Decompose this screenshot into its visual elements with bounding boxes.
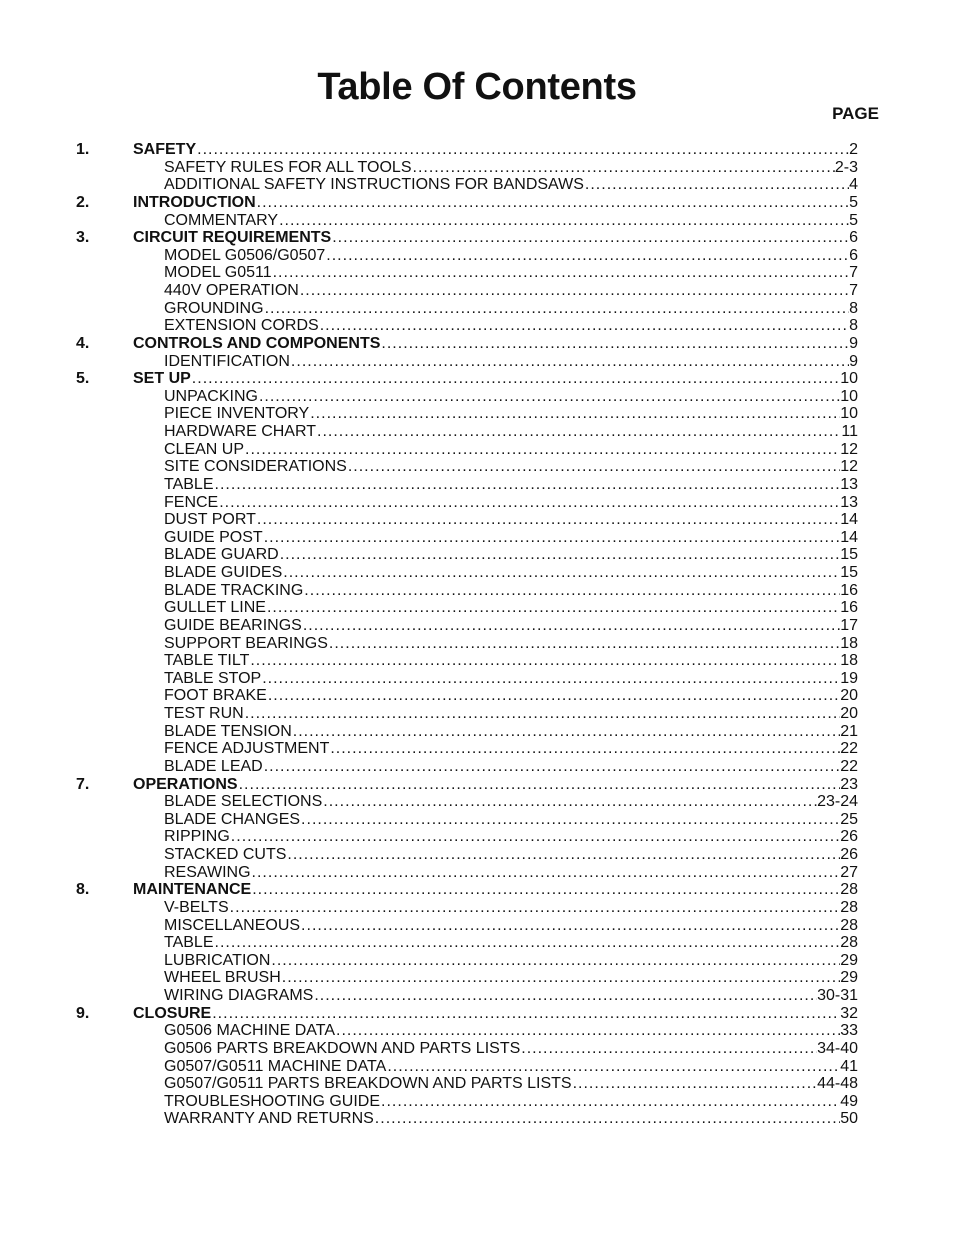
page-number: 8 (849, 299, 858, 317)
page-number: 41 (840, 1057, 858, 1075)
toc-section-row[interactable] (76, 335, 858, 353)
dot-leader (244, 705, 840, 723)
toc-subsection-row[interactable] (76, 1040, 858, 1058)
page-number: 30-31 (817, 987, 858, 1004)
entry-label: CLOSURE (133, 1004, 212, 1022)
page-number: 4 (849, 176, 858, 194)
page-number: 6 (849, 229, 858, 247)
toc-entry (164, 317, 858, 335)
toc-subsection-row[interactable] (76, 1022, 858, 1040)
page-number: 13 (840, 475, 858, 493)
toc-subsection-row[interactable] (76, 529, 858, 547)
entry-label: BLADE GUIDES (164, 564, 283, 581)
page-number: 15 (840, 564, 858, 581)
entry-label: WARRANTY AND RETURNS (164, 1110, 374, 1128)
page-number: 14 (840, 528, 858, 546)
entry-label: G0507/G0511 MACHINE DATA (164, 1057, 387, 1075)
page-number: 5 (849, 193, 858, 211)
page-number: 10 (840, 405, 858, 423)
entry-label: HARDWARE CHART (164, 423, 317, 440)
dot-leader (230, 828, 840, 846)
dot-leader (572, 1075, 818, 1093)
entry-label: TEST RUN (164, 705, 244, 722)
dot-leader (282, 564, 840, 582)
toc-subsection-row[interactable] (76, 846, 858, 864)
entry-label: GROUNDING (164, 299, 264, 317)
page-number: 6 (849, 246, 858, 264)
toc-section-row[interactable] (76, 776, 858, 794)
toc-entry (164, 511, 858, 529)
dot-leader (322, 793, 817, 811)
entry-label: SITE CONSIDERATIONS (164, 458, 347, 476)
toc-entry (164, 247, 858, 265)
page-number: 5 (849, 211, 858, 229)
toc-subsection-row[interactable] (76, 176, 858, 194)
toc-entry (164, 300, 858, 318)
entry-label: TABLE (164, 934, 214, 952)
toc-entry (164, 934, 858, 952)
entry-label: UNPACKING (164, 387, 258, 405)
dot-leader (303, 582, 840, 600)
toc-entry (164, 705, 858, 723)
toc-section-row[interactable] (76, 370, 858, 388)
toc-entry (164, 1058, 858, 1076)
page-number: 29 (840, 969, 858, 987)
dot-leader (263, 529, 841, 547)
toc-entry (164, 476, 858, 494)
dot-leader (256, 511, 840, 529)
toc-entry (164, 494, 858, 512)
toc-subsection-row[interactable] (76, 458, 858, 476)
page-number: 20 (840, 705, 858, 722)
dot-leader (331, 229, 849, 247)
toc-subsection-row[interactable] (76, 987, 858, 1005)
toc-entry (164, 793, 858, 811)
entry-label: FOOT BRAKE (164, 687, 267, 705)
page-number: 2 (849, 141, 858, 158)
toc-entry (164, 1075, 858, 1093)
section-number: 9. (76, 1004, 90, 1022)
toc-subsection-row[interactable] (76, 317, 858, 335)
entry-label: TABLE STOP (164, 669, 262, 687)
page-number: 28 (840, 934, 858, 952)
page-number: 12 (840, 440, 858, 458)
dot-leader (258, 388, 840, 406)
dot-leader (412, 159, 835, 177)
toc-entry (164, 670, 858, 688)
toc-entry (164, 441, 858, 459)
page-number: 20 (840, 687, 858, 705)
entry-label: SAFETY RULES FOR ALL TOOLS (164, 158, 412, 176)
toc-entry (133, 776, 858, 794)
toc-subsection-row[interactable] (76, 740, 858, 758)
page-number: 26 (840, 828, 858, 846)
toc-subsection-row[interactable] (76, 564, 858, 582)
entry-label: TROUBLESHOOTING GUIDE (164, 1092, 381, 1110)
toc-entry (133, 370, 858, 388)
page-number: 10 (840, 370, 858, 388)
dot-leader (249, 652, 840, 670)
toc-entry (133, 881, 858, 899)
page-number: 28 (840, 898, 858, 916)
toc-subsection-row[interactable] (76, 723, 858, 741)
entry-label: CIRCUIT REQUIREMENTS (133, 229, 332, 247)
toc-subsection-row[interactable] (76, 899, 858, 917)
entry-label: TABLE (164, 475, 214, 493)
toc-subsection-row[interactable] (76, 423, 858, 441)
page-number: 17 (840, 616, 858, 634)
toc-entry (164, 864, 858, 882)
toc-subsection-row[interactable] (76, 864, 858, 882)
page-number: 7 (849, 264, 858, 282)
toc-entry (164, 899, 858, 917)
dot-leader (279, 546, 841, 564)
dot-leader (302, 617, 840, 635)
toc-subsection-row[interactable] (76, 282, 858, 300)
toc-entry (164, 969, 858, 987)
entry-label: MODEL G0506/G0507 (164, 246, 326, 264)
page-number: 28 (840, 916, 858, 934)
page-number: 16 (840, 599, 858, 617)
dot-leader (211, 1005, 840, 1023)
dot-leader (196, 141, 849, 159)
section-number: 1. (76, 141, 90, 158)
page-number: 25 (840, 810, 858, 828)
section-number: 3. (76, 229, 90, 247)
entry-label: WIRING DIAGRAMS (164, 987, 314, 1004)
dot-leader (261, 670, 840, 688)
entry-label: IDENTIFICATION (164, 352, 290, 370)
dot-leader (263, 758, 840, 776)
toc-subsection-row[interactable] (76, 635, 858, 653)
section-number: 8. (76, 881, 90, 899)
dot-leader (214, 476, 841, 494)
page-number: 44-48 (817, 1075, 858, 1093)
toc-entry (164, 635, 858, 653)
toc-section-row[interactable] (76, 194, 858, 212)
toc-entry (133, 335, 858, 353)
dot-leader (214, 934, 841, 952)
toc-subsection-row[interactable] (76, 687, 858, 705)
toc-subsection-row[interactable] (76, 599, 858, 617)
toc-entry (164, 1040, 858, 1058)
page-number: 18 (840, 652, 858, 670)
dot-leader (251, 864, 841, 882)
section-number: 5. (76, 370, 90, 388)
entry-label: MISCELLANEOUS (164, 916, 301, 934)
toc-subsection-row[interactable] (76, 1110, 858, 1128)
entry-label: SUPPORT BEARINGS (164, 634, 328, 652)
dot-leader (328, 635, 840, 653)
dot-leader (313, 987, 817, 1005)
entry-label: BLADE CHANGES (164, 810, 301, 828)
toc-entry (164, 617, 858, 635)
entry-label: MODEL G0511 (164, 264, 272, 282)
entry-label: STACKED CUTS (164, 846, 287, 863)
dot-leader (386, 1058, 840, 1076)
page-number: 29 (840, 951, 858, 969)
toc-entry (164, 529, 858, 547)
dot-leader (299, 282, 849, 300)
entry-label: LUBRICATION (164, 951, 271, 969)
toc-entry (164, 723, 858, 741)
page-column-header: PAGE (832, 104, 879, 123)
toc-entry (164, 1110, 858, 1128)
toc-subsection-row[interactable] (76, 212, 858, 230)
page-number: 21 (840, 722, 858, 740)
dot-leader (266, 599, 840, 617)
entry-label: WHEEL BRUSH (164, 969, 281, 987)
toc-entry (164, 282, 858, 300)
dot-leader (309, 405, 840, 423)
dot-leader (319, 317, 849, 335)
toc-entry (164, 740, 858, 758)
dot-leader (347, 458, 840, 476)
toc-entry (164, 846, 858, 864)
entry-label: INTRODUCTION (133, 193, 256, 211)
toc-entry (164, 546, 858, 564)
dot-leader (286, 846, 840, 864)
dot-leader (316, 423, 841, 441)
toc-subsection-row[interactable] (76, 300, 858, 318)
dot-leader (325, 247, 849, 265)
toc-entry (164, 828, 858, 846)
toc-subsection-row[interactable] (76, 793, 858, 811)
page-number: 14 (840, 511, 858, 529)
toc-entry (164, 564, 858, 582)
entry-label: RIPPING (164, 828, 230, 846)
page-number: 34-40 (817, 1039, 858, 1057)
toc-entry (164, 264, 858, 282)
toc-subsection-row[interactable] (76, 1075, 858, 1093)
toc-section-row[interactable] (76, 881, 858, 899)
table-of-contents (76, 141, 858, 1128)
page-number: 18 (840, 634, 858, 652)
page-number: 23 (840, 775, 858, 793)
toc-entry (133, 1005, 858, 1023)
toc-subsection-row[interactable] (76, 353, 858, 371)
toc-subsection-row[interactable] (76, 247, 858, 265)
page-number: 16 (840, 581, 858, 599)
toc-subsection-row[interactable] (76, 405, 858, 423)
toc-subsection-row[interactable] (76, 670, 858, 688)
page-number: 12 (840, 458, 858, 476)
toc-subsection-row[interactable] (76, 264, 858, 282)
entry-label: EXTENSION CORDS (164, 317, 319, 335)
toc-subsection-row[interactable] (76, 758, 858, 776)
toc-entry (133, 229, 858, 247)
toc-subsection-row[interactable] (76, 652, 858, 670)
toc-entry (164, 811, 858, 829)
toc-section-row[interactable] (76, 229, 858, 247)
entry-label: G0507/G0511 PARTS BREAKDOWN AND PARTS LISTS (164, 1075, 572, 1093)
page-number: 7 (849, 282, 858, 299)
page-number: 13 (840, 493, 858, 511)
page-number: 49 (840, 1092, 858, 1110)
page-number: 27 (840, 863, 858, 881)
page-number: 10 (840, 387, 858, 405)
toc-subsection-row[interactable] (76, 705, 858, 723)
toc-entry (164, 353, 858, 371)
entry-label: CONTROLS AND COMPONENTS (133, 334, 381, 352)
toc-entry (164, 212, 858, 230)
page-number: 50 (840, 1110, 858, 1128)
toc-subsection-row[interactable] (76, 476, 858, 494)
dot-leader (191, 370, 840, 388)
dot-leader (270, 952, 840, 970)
dot-leader (278, 212, 849, 230)
page-number: 32 (840, 1004, 858, 1022)
toc-entry (164, 599, 858, 617)
page-number: 9 (849, 334, 858, 352)
entry-label: BLADE LEAD (164, 757, 263, 775)
entry-label: G0506 MACHINE DATA (164, 1022, 336, 1040)
entry-label: V-BELTS (164, 898, 229, 916)
toc-subsection-row[interactable] (76, 969, 858, 987)
entry-label: FENCE ADJUSTMENT (164, 740, 330, 758)
dot-leader (281, 969, 840, 987)
toc-subsection-row[interactable] (76, 388, 858, 406)
toc-subsection-row[interactable] (76, 441, 858, 459)
entry-label: SAFETY (133, 141, 197, 158)
section-number: 7. (76, 775, 90, 793)
toc-subsection-row[interactable] (76, 582, 858, 600)
entry-label: BLADE GUARD (164, 546, 279, 564)
toc-subsection-row[interactable] (76, 511, 858, 529)
toc-entry (164, 176, 858, 194)
toc-entry (164, 405, 858, 423)
toc-subsection-row[interactable] (76, 917, 858, 935)
section-number: 4. (76, 334, 90, 352)
dot-leader (251, 881, 840, 899)
page-number: 19 (840, 669, 858, 687)
dot-leader (374, 1110, 840, 1128)
entry-label: FENCE (164, 493, 219, 511)
dot-leader (218, 494, 840, 512)
toc-entry (164, 758, 858, 776)
toc-entry (164, 1093, 858, 1111)
entry-label: GULLET LINE (164, 599, 266, 617)
toc-section-row[interactable] (76, 141, 858, 159)
dot-leader (229, 899, 841, 917)
page-number: 33 (840, 1022, 858, 1040)
page-title: Table Of Contents (317, 66, 637, 108)
toc-entry (164, 582, 858, 600)
entry-label: TABLE TILT (164, 652, 250, 670)
toc-entry (164, 952, 858, 970)
toc-subsection-row[interactable] (76, 159, 858, 177)
toc-subsection-row[interactable] (76, 546, 858, 564)
entry-label: BLADE SELECTIONS (164, 793, 323, 811)
entry-label: BLADE TRACKING (164, 581, 304, 599)
dot-leader (267, 687, 840, 705)
toc-entry (164, 917, 858, 935)
entry-label: COMMENTARY (164, 211, 279, 229)
page-number: 2-3 (834, 158, 858, 176)
dot-leader (292, 723, 840, 741)
toc-section-row[interactable] (76, 1005, 858, 1023)
dot-leader (264, 300, 850, 318)
toc-entry (164, 652, 858, 670)
dot-leader (380, 1093, 840, 1111)
dot-leader (256, 194, 849, 212)
entry-label: DUST PORT (164, 511, 256, 529)
dot-leader (244, 441, 840, 459)
entry-label: BLADE TENSION (164, 722, 292, 740)
section-number: 2. (76, 193, 90, 211)
dot-leader (335, 1022, 840, 1040)
page-number: 22 (840, 757, 858, 775)
toc-subsection-row[interactable] (76, 1058, 858, 1076)
toc-entry (164, 687, 858, 705)
toc-entry (133, 141, 858, 159)
entry-label: GUIDE POST (164, 528, 263, 546)
dot-leader (380, 335, 849, 353)
toc-entry (164, 423, 858, 441)
entry-label: 440V OPERATION (164, 282, 299, 299)
dot-leader (238, 776, 841, 794)
entry-label: ADDITIONAL SAFETY INSTRUCTIONS FOR BANDSAWS (164, 176, 584, 194)
toc-subsection-row[interactable] (76, 1093, 858, 1111)
toc-entry (164, 159, 858, 177)
toc-entry (164, 388, 858, 406)
dot-leader (300, 811, 840, 829)
toc-subsection-row[interactable] (76, 494, 858, 512)
page-number: 28 (840, 881, 858, 899)
toc-entry (164, 987, 858, 1005)
page-number: 9 (849, 352, 858, 370)
entry-label: G0506 PARTS BREAKDOWN AND PARTS LISTS (164, 1039, 521, 1057)
dot-leader (520, 1040, 817, 1058)
toc-entry (164, 1022, 858, 1040)
entry-label: GUIDE BEARINGS (164, 616, 302, 634)
dot-leader (272, 264, 849, 282)
entry-label: RESAWING (164, 863, 251, 881)
dot-leader (329, 740, 840, 758)
entry-label: SET UP (133, 370, 191, 388)
toc-entry (164, 458, 858, 476)
page-number: 23-24 (817, 793, 858, 811)
dot-leader (290, 353, 849, 371)
entry-label: MAINTENANCE (133, 881, 252, 899)
entry-label: CLEAN UP (164, 440, 245, 458)
entry-label: OPERATIONS (133, 775, 238, 793)
toc-subsection-row[interactable] (76, 617, 858, 635)
toc-entry (133, 194, 858, 212)
toc-subsection-row[interactable] (76, 828, 858, 846)
toc-subsection-row[interactable] (76, 811, 858, 829)
entry-label: PIECE INVENTORY (164, 405, 310, 423)
toc-subsection-row[interactable] (76, 934, 858, 952)
dot-leader (584, 176, 849, 194)
page-number: 22 (840, 740, 858, 758)
page-number: 8 (849, 317, 858, 335)
dot-leader (300, 917, 840, 935)
page-number: 26 (840, 846, 858, 863)
page-number: 15 (840, 546, 858, 564)
page-number: 11 (841, 423, 858, 440)
toc-subsection-row[interactable] (76, 952, 858, 970)
